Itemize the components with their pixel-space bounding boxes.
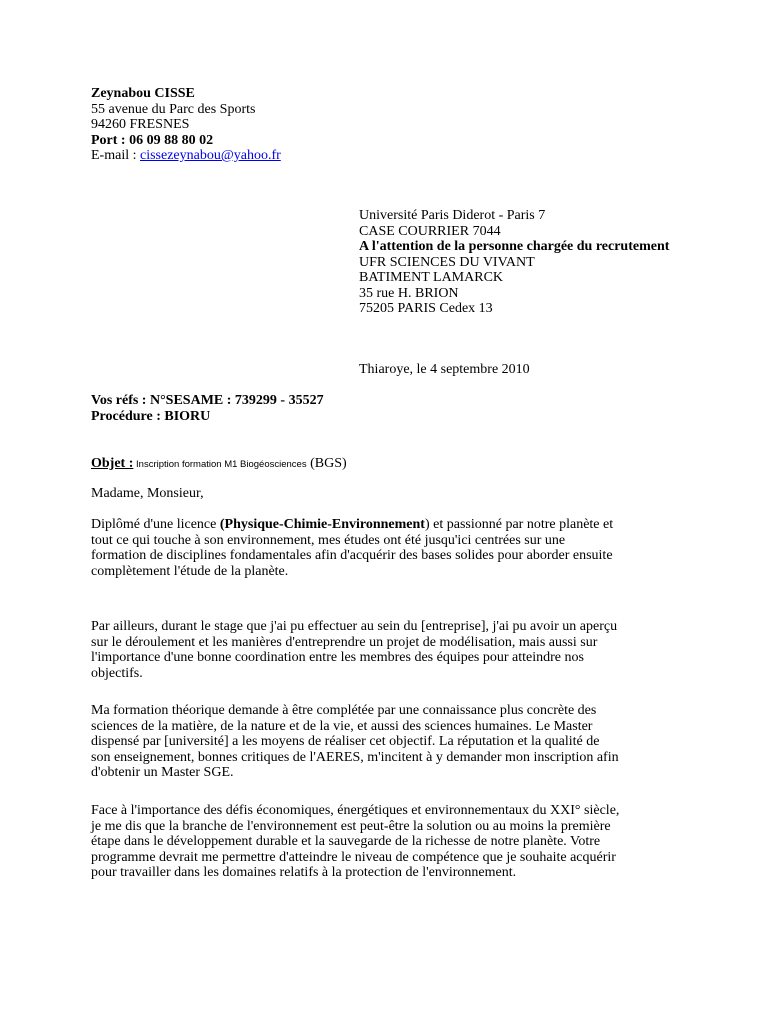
p1-line-1-post: ) et passionné par notre planète et <box>424 517 614 532</box>
p3-line-4: son enseignement, bonnes critiques de l'AERES, m'incitent à y demander mon inscription afin <box>91 749 619 765</box>
p4-line-1: Face à l'importance des défis économiques, énergétiques et environnementaux du XXI° siècle, <box>91 803 620 818</box>
p4-line-5: pour travailler dans les domaines relatifs à la protection de l'environnement. <box>91 865 517 880</box>
p1-line-1-pre: Diplômé d'une licence <box>91 517 220 532</box>
date-line: Thiaroye, le 4 septembre 2010 <box>359 362 530 377</box>
recipient-line-case: CASE COURRIER 7044 <box>359 223 501 239</box>
p1-line-1-bold: (Physique-Chimie-Environnement <box>219 517 425 532</box>
subject-label: Objet : <box>91 456 134 471</box>
p4-line-3: étape dans le développement durable et la sauvegarde de la richesse de notre planète. Votre <box>91 834 601 849</box>
p4-line-4: programme devrait me permettre d'atteindre le niveau de compétence que je souhaite acquérir <box>91 849 616 865</box>
paragraph-1 <box>91 517 691 579</box>
p3-line-5: d'obtenir un Master SGE. <box>91 765 234 780</box>
sender-block <box>91 86 281 164</box>
subject-suffix: (BGS) <box>306 456 347 471</box>
p1-line-1 <box>91 517 691 533</box>
p3-line-2: sciences de la matière, de la nature et de la vie, et aussi des sciences humaines. Le Master <box>91 718 593 734</box>
ref-line: Vos réfs : N°SESAME : 739299 - 35527 <box>91 393 324 408</box>
subject-line <box>91 456 347 473</box>
p1-line-2: tout ce qui touche à son environnement, mes études ont été jusqu'ici centrées sur une <box>91 532 566 548</box>
sender-phone: Port : 06 09 88 80 02 <box>91 132 214 148</box>
sender-name: Zeynabou CISSE <box>91 86 195 101</box>
recipient-line-city: 75205 PARIS Cedex 13 <box>359 301 493 316</box>
p1-line-4: complètement l'étude de la planète. <box>91 563 289 579</box>
p2-line-2: sur le déroulement et les manières d'entreprendre un projet de modélisation, mais aussi sur <box>91 634 598 650</box>
p1-line-3: formation de disciplines fondamentales afin d'acquérir des bases solides pour aborder ensuite <box>91 548 613 563</box>
procedure-line: Procédure : BIORU <box>91 408 211 424</box>
recipient-line-attention: A l'attention de la personne chargée du recrutement <box>359 239 670 254</box>
recipient-line-university: Université Paris Diderot - Paris 7 <box>359 208 546 223</box>
p2-line-1: Par ailleurs, durant le stage que j'ai pu effectuer au sein du [entreprise], j'ai pu avoir un aperçu <box>91 619 618 634</box>
paragraph-2 <box>91 619 691 681</box>
paragraph-3 <box>91 703 691 781</box>
sender-city: 94260 FRESNES <box>91 117 190 132</box>
p3-line-1: Ma formation théorique demande à être complétée par une connaissance plus concrète des <box>91 703 597 718</box>
references-block <box>91 393 324 424</box>
p2-line-3: l'importance d'une bonne coordination entre les membres des équipes pour atteindre nos <box>91 650 584 665</box>
sender-street: 55 avenue du Parc des Sports <box>91 101 256 117</box>
email-label: E-mail : <box>91 148 140 163</box>
p3-line-3: dispensé par [université] a les moyens de réaliser cet objectif. La réputation et la qualité de <box>91 734 600 749</box>
recipient-line-street: 35 rue H. BRION <box>359 285 459 301</box>
recipient-line-ufr: UFR SCIENCES DU VIVANT <box>359 254 535 270</box>
p4-line-2: je me dis que la branche de l'environnement est peut-être la solution ou au moins la première <box>91 818 611 834</box>
paragraph-4 <box>91 803 691 881</box>
p2-line-4: objectifs. <box>91 665 143 681</box>
recipient-block <box>359 208 669 317</box>
recipient-line-batiment: BATIMENT LAMARCK <box>359 270 504 285</box>
salutation: Madame, Monsieur, <box>91 486 204 501</box>
subject-text: Inscription formation M1 Biogéosciences <box>133 459 307 470</box>
sender-email-line <box>91 148 281 164</box>
email-link[interactable]: cissezeynabou@yahoo.fr <box>140 148 281 163</box>
